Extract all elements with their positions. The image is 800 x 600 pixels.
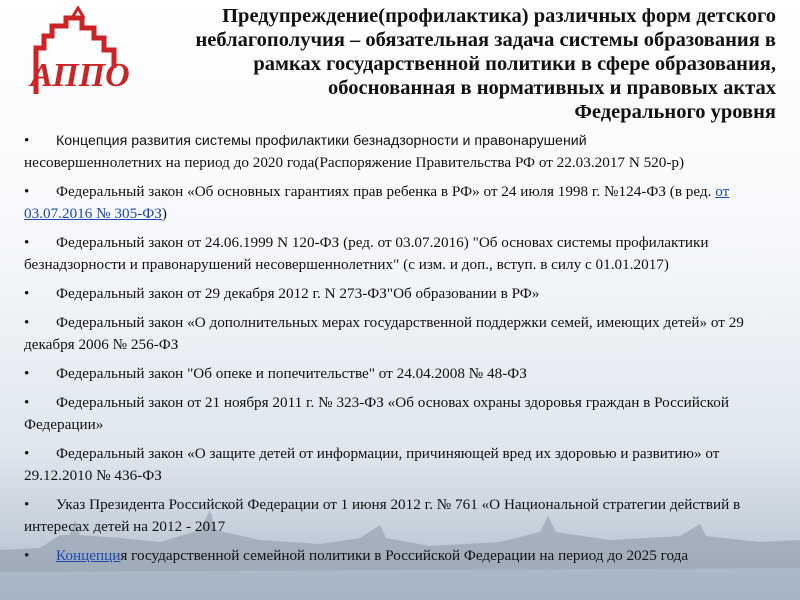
legal-acts-list — [24, 130, 776, 574]
list-item-text: Федеральный закон "Об опеке и попечительстве" от 24.04.2008 № 48-ФЗ — [56, 365, 527, 382]
list-item-text: Указ Президента Российской Федерации от 1 июня 2012 г. № 761 «О Национальной стратегии действий в интересах детей на 2012 - 2017 — [24, 496, 741, 535]
list-item — [24, 392, 776, 436]
list-item-text: Федеральный закон «О защите детей от информации, причиняющей вред их здоровью и развитию» от 29.12.2010 № 436-ФЗ — [24, 445, 720, 484]
title-line: рамках государственной политики в сфере образования, — [253, 53, 776, 75]
bullet: • — [24, 547, 30, 564]
law-link[interactable]: от 03.07.2016 № 305-ФЗ — [24, 183, 730, 222]
list-item — [24, 443, 776, 487]
list-item — [24, 232, 776, 276]
list-item — [24, 283, 776, 305]
list-item-text: Федеральный закон «О дополнительных мерах государственной поддержки семей, имеющих детей» от 29 декабря 2006 № 256-ФЗ — [24, 314, 744, 353]
list-item — [24, 494, 776, 538]
logo-text: АППО — [30, 57, 130, 94]
title-line: Предупреждение(профилактика) различных форм детского — [222, 5, 776, 27]
list-item-text: Концепция развития системы профилактики безнадзорности и правонарушений — [56, 133, 587, 149]
list-item-text: Федеральный закон «Об основных гарантиях прав ребенка в РФ» от 24 июля 1998 г. №124-ФЗ (в ред. — [56, 183, 716, 200]
list-item-text: я государственной семейной политики в Российской Федерации на период до 2025 года — [120, 547, 689, 564]
bullet: • — [24, 496, 30, 513]
list-item-text: Федеральный закон от 29 декабря 2012 г. N 273-ФЗ"Об образовании в РФ» — [56, 285, 540, 302]
list-item — [24, 545, 776, 567]
bullet: • — [24, 445, 30, 462]
list-item-text: Федеральный закон от 24.06.1999 N 120-ФЗ (ред. от 03.07.2016) "Об основах системы профилактики безнадзорности и правонарушений несовершеннолетних" (с изм. и доп., вступ. в силу с 01.01.2017) — [24, 234, 709, 273]
page-title — [156, 4, 776, 124]
list-item — [24, 130, 776, 174]
bullet: • — [24, 234, 30, 251]
list-item-text: несовершеннолетних на период до 2020 года(Распоряжение Правительства РФ от 22.03.2017 N 520-р) — [24, 154, 685, 171]
bullet: • — [24, 314, 30, 331]
bullet: • — [24, 132, 30, 149]
list-item — [24, 312, 776, 356]
title-line: обоснованная в нормативных и правовых актах — [328, 77, 776, 99]
list-item-text: ) — [161, 205, 167, 222]
appo-logo — [22, 6, 134, 118]
bullet: • — [24, 365, 30, 382]
title-line: Федерального уровня — [574, 101, 776, 123]
bullet: • — [24, 285, 30, 302]
list-item — [24, 363, 776, 385]
list-item — [24, 181, 776, 225]
bullet: • — [24, 183, 30, 200]
concept-link[interactable]: Концепци — [56, 547, 121, 564]
list-item-text: Федеральный закон от 21 ноября 2011 г. № 323-ФЗ «Об основах охраны здоровья граждан в Российской Федерации» — [24, 394, 729, 433]
bullet: • — [24, 394, 30, 411]
title-line: неблагополучия – обязательная задача системы образования в — [195, 29, 776, 51]
